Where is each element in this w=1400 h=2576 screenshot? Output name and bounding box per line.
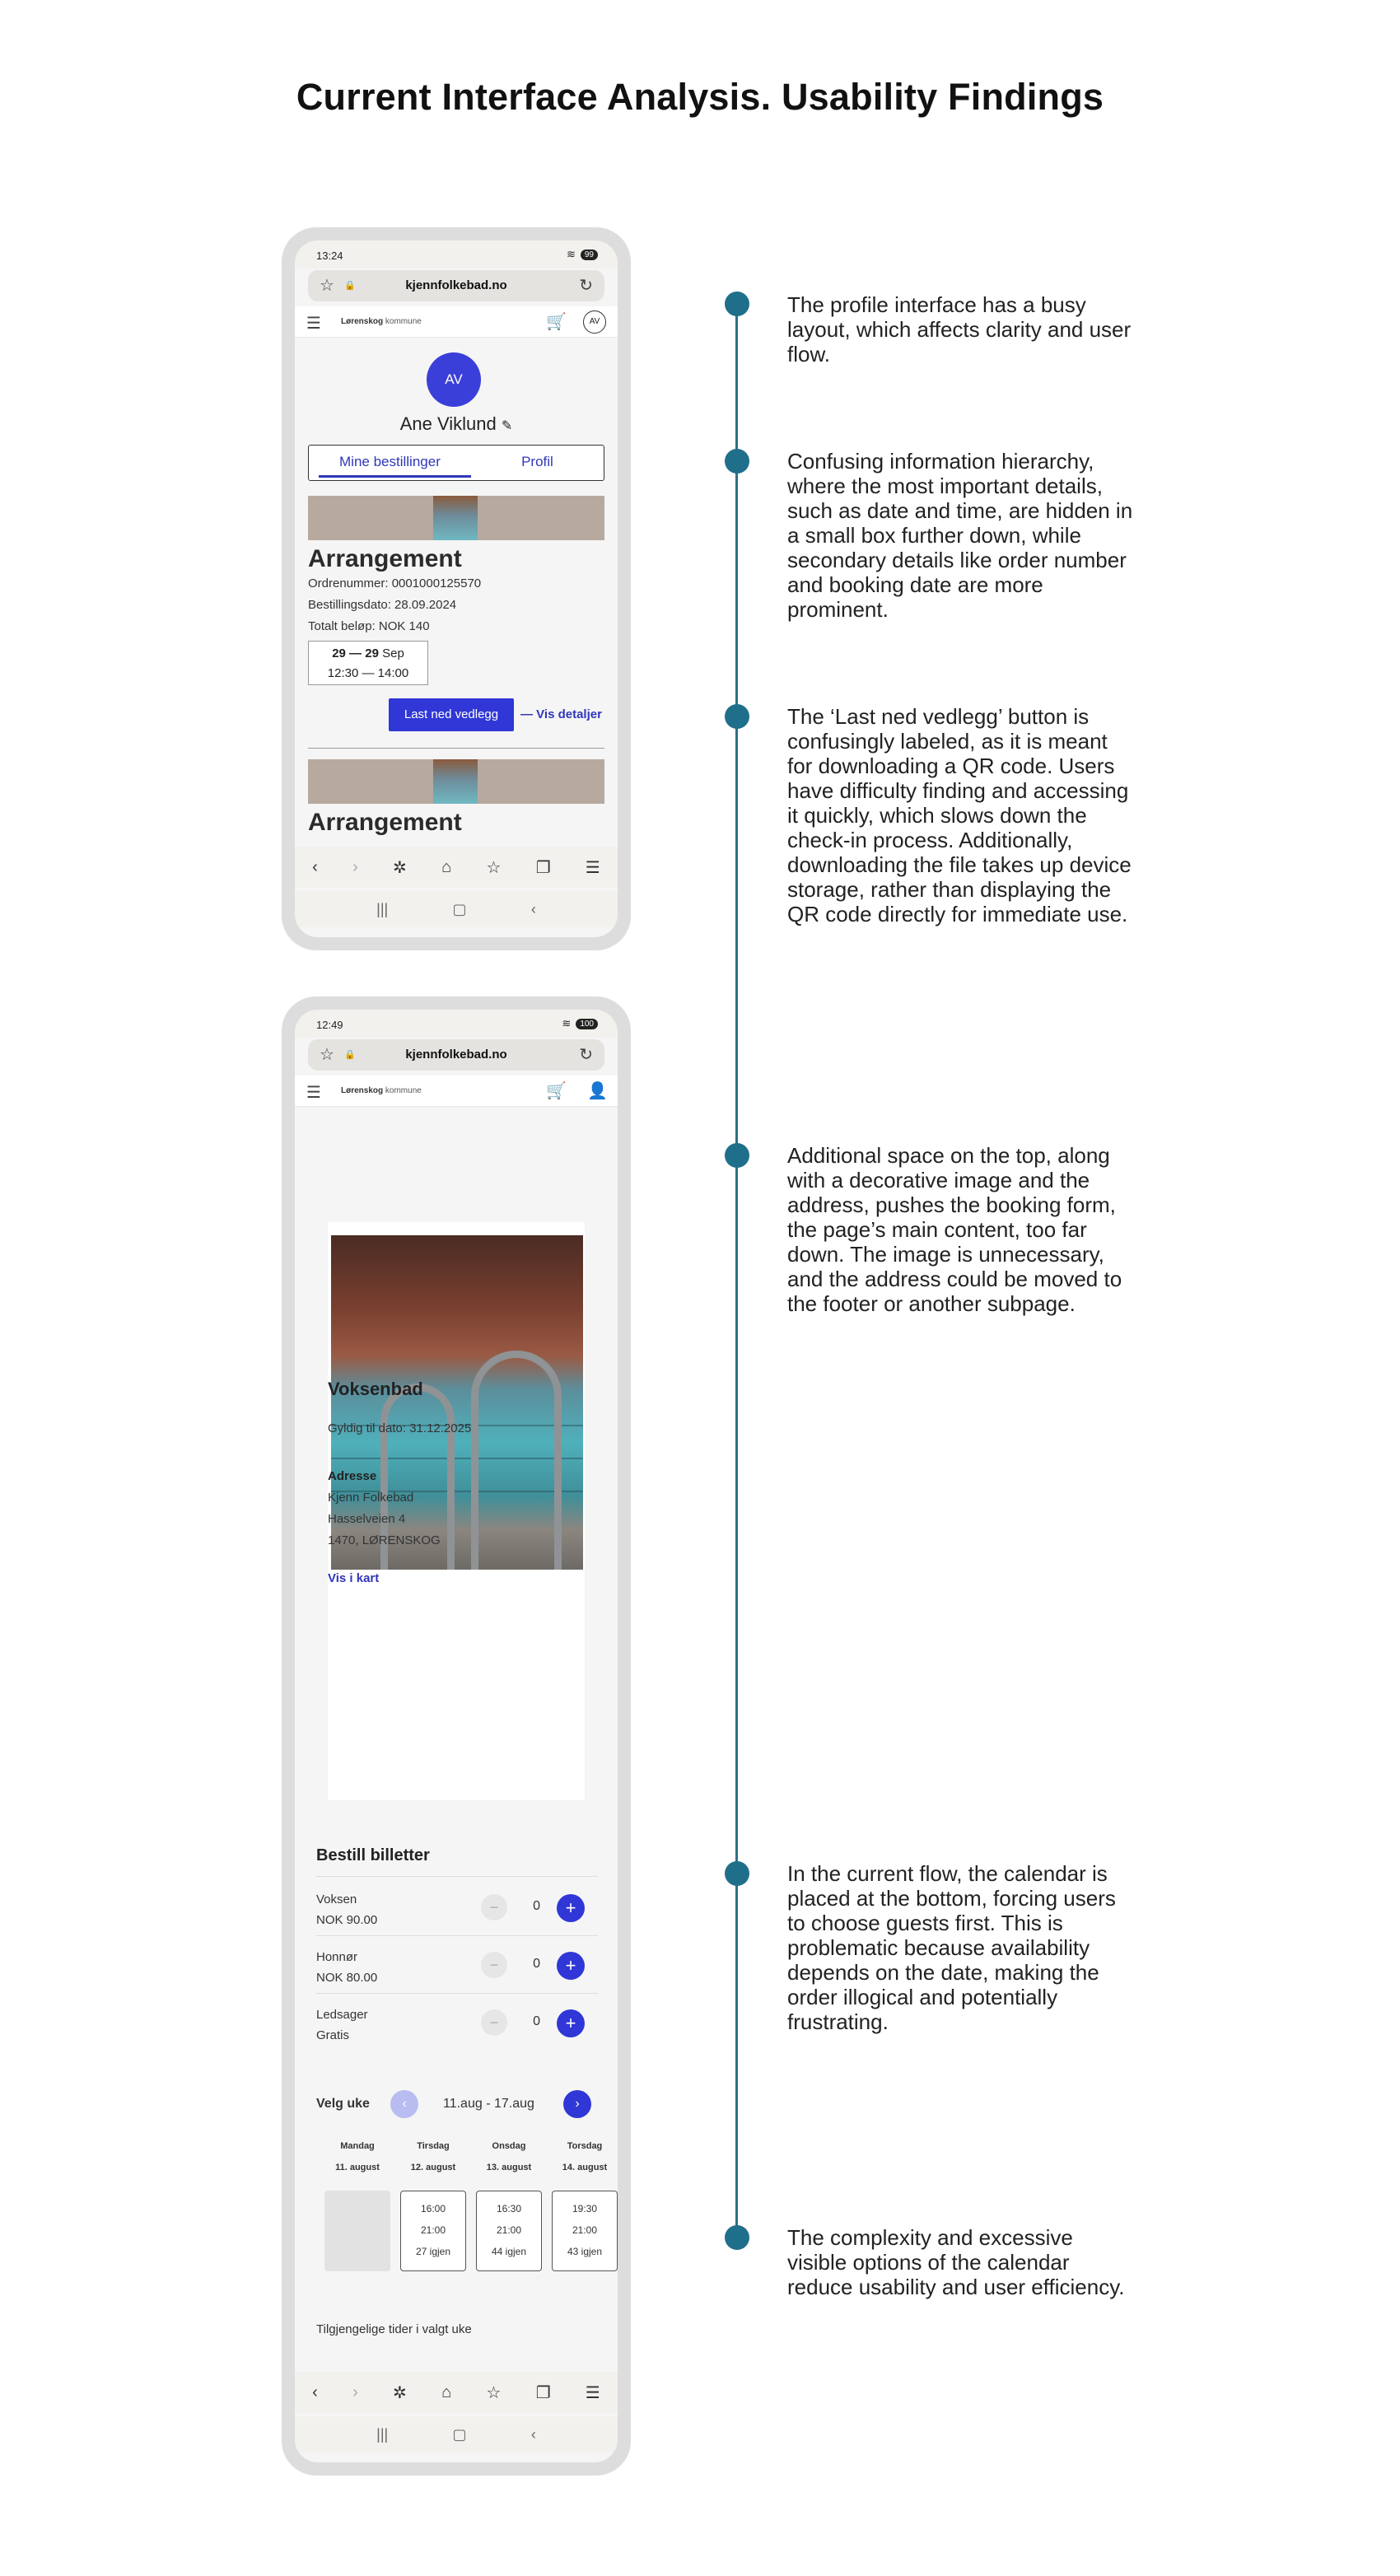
recent-apps-icon[interactable]: ||| <box>376 2425 389 2443</box>
order-banner-image <box>308 496 604 540</box>
slot-remaining: 43 igjen <box>567 2246 603 2257</box>
recent-apps-icon[interactable]: ||| <box>376 900 389 917</box>
status-time: 12:49 <box>316 1019 343 1031</box>
user-name <box>295 413 618 435</box>
day-name: Mandag <box>340 2141 375 2151</box>
avatar-small[interactable]: AV <box>583 310 606 334</box>
url-text: kjennfolkebad.no <box>405 1048 507 1062</box>
home-button-icon[interactable]: ▢ <box>452 2425 467 2443</box>
logo-main: Lørenskog <box>341 1086 384 1095</box>
profile-screen <box>295 240 618 937</box>
profile-tabs <box>308 445 604 481</box>
status-bar <box>295 240 618 268</box>
slot-from: 16:30 <box>496 2203 522 2214</box>
address-line: Kjenn Folkebad <box>328 1491 414 1505</box>
logo-sub: kommune <box>385 317 422 326</box>
star-icon[interactable]: ☆ <box>320 1046 334 1064</box>
site-header <box>295 306 618 338</box>
booking-title: Bestill billetter <box>316 1846 430 1864</box>
lock-icon: 🔒 <box>344 1050 356 1060</box>
time-range: 12:30 — 14:00 <box>327 666 409 680</box>
cart-icon[interactable]: 🛒 <box>546 313 567 331</box>
address-line: 1470, LØRENSKOG <box>328 1533 441 1547</box>
edit-icon[interactable]: ✎ <box>501 419 513 433</box>
browser-bottom-bar <box>295 2372 618 2413</box>
slot-to: 21:00 <box>572 2224 598 2236</box>
product-name: Voksenbad <box>328 1379 423 1399</box>
ticket-quantity: 0 <box>533 2014 540 2028</box>
avatar: AV <box>427 352 481 407</box>
battery-badge: 100 <box>576 1019 598 1029</box>
show-map-link[interactable]: Vis i kart <box>328 1571 380 1585</box>
order-number: Ordrenummer: 0001000125570 <box>308 576 482 590</box>
previous-week-button[interactable]: ‹ <box>390 2090 418 2118</box>
timeline-dot <box>725 449 749 474</box>
ticket-price: NOK 90.00 <box>316 1913 378 1927</box>
reload-icon[interactable]: ↻ <box>579 277 593 295</box>
ticket-row-honnor <box>316 1935 598 1993</box>
calendar-day <box>324 2141 390 2172</box>
day-name: Onsdag <box>492 2141 526 2151</box>
divider <box>316 1876 598 1877</box>
time-slot[interactable] <box>552 2191 618 2271</box>
timeline-dot <box>725 1143 749 1168</box>
user-icon[interactable]: 👤 <box>587 1082 608 1100</box>
calendar-days <box>324 2141 618 2298</box>
show-details-link[interactable]: — Vis detaljer <box>520 707 602 721</box>
timeline-dot <box>725 2225 749 2250</box>
finding-text: Confusing information hierarchy, where the most important details, such as date and time, are hidden in a small box further down, while secondary details like order number and booking date are more prominent. <box>787 449 1133 622</box>
decrease-button[interactable]: − <box>481 1894 507 1920</box>
order-date: Bestillingsdato: 28.09.2024 <box>308 598 457 612</box>
ticket-label <box>316 2004 368 2046</box>
extensions-icon[interactable]: ✲ <box>393 2383 407 2402</box>
hamburger-icon[interactable]: ☰ <box>306 1084 321 1102</box>
slot-remaining: 44 igjen <box>491 2246 527 2257</box>
url-text: kjennfolkebad.no <box>405 278 507 292</box>
ticket-name: Voksen <box>316 1892 357 1906</box>
phone-profile-screenshot <box>282 227 631 950</box>
reload-icon[interactable]: ↻ <box>579 1046 593 1064</box>
browser-url-bar[interactable] <box>308 1039 604 1071</box>
product-valid-date: Gyldig til dato: 31.12.2025 <box>328 1421 472 1435</box>
timeline-line <box>735 305 738 2238</box>
system-back-icon[interactable]: ‹ <box>530 2425 536 2443</box>
page-title: Current Interface Analysis. Usability Findings <box>296 76 1104 118</box>
day-date: 13. august <box>486 2163 532 2172</box>
ticket-name: Ledsager <box>316 2008 368 2022</box>
home-icon[interactable]: ⌂ <box>441 857 452 876</box>
back-icon[interactable]: ‹ <box>312 857 318 876</box>
ticket-name: Honnør <box>316 1950 358 1964</box>
order-divider <box>308 748 604 749</box>
back-icon[interactable]: ‹ <box>312 2382 318 2401</box>
ticket-label <box>316 1947 377 1988</box>
tab-mine-bestillinger[interactable]: Mine bestillinger <box>309 446 471 480</box>
status-bar <box>295 1010 618 1038</box>
decrease-button[interactable]: − <box>481 1952 507 1978</box>
ticket-price: NOK 80.00 <box>316 1971 378 1985</box>
browser-url-bar[interactable] <box>308 270 604 301</box>
status-icons <box>562 1017 598 1030</box>
pool-thumbnail-2 <box>433 759 478 804</box>
ticket-label <box>316 1889 377 1930</box>
logo-main: Lørenskog <box>341 317 384 326</box>
increase-button[interactable]: + <box>557 1952 585 1980</box>
status-icons <box>567 248 598 261</box>
bookmark-icon[interactable]: ☆ <box>486 2383 502 2402</box>
wifi-icon: ≋ <box>562 1017 572 1029</box>
finding-text: The profile interface has a busy layout, which affects clarity and user flow. <box>787 292 1132 366</box>
tabs-icon[interactable]: ❐ <box>535 858 551 877</box>
calendar-day <box>400 2141 466 2257</box>
wifi-icon: ≋ <box>566 248 576 260</box>
increase-button[interactable]: + <box>557 2009 585 2037</box>
available-times-note: Tilgjengelige tider i valgt uke <box>316 2322 472 2336</box>
address-heading: Adresse <box>328 1469 377 1483</box>
hamburger-icon[interactable]: ☰ <box>306 315 321 333</box>
site-header <box>295 1076 618 1107</box>
day-date: 11. august <box>335 2163 380 2172</box>
ticket-quantity: 0 <box>533 1957 540 1971</box>
order-title-2: Arrangement <box>308 809 462 836</box>
timeline-dot <box>725 1861 749 1886</box>
extensions-icon[interactable]: ✲ <box>393 858 407 877</box>
time-slot[interactable] <box>476 2191 542 2271</box>
slot-to: 21:00 <box>496 2224 522 2236</box>
day-date: 12. august <box>410 2163 456 2172</box>
ticket-price: Gratis <box>316 2028 350 2042</box>
finding-text: Additional space on the top, along with a decorative image and the address, pushes the booking form, the page’s main content, too far down. The image is unnecessary, and the address could be moved to the footer or another subpage. <box>787 1143 1122 1316</box>
order-total: Totalt beløp: NOK 140 <box>308 619 430 633</box>
finding-text: The complexity and excessive visible options of the calendar reduce usability and user efficiency. <box>787 2225 1125 2299</box>
home-icon[interactable]: ⌂ <box>441 2382 452 2401</box>
home-button-icon[interactable]: ▢ <box>452 900 467 917</box>
pool-thumbnail <box>433 496 478 540</box>
product-card <box>328 1222 585 1800</box>
order-date-box <box>308 641 428 685</box>
slot-from: 19:30 <box>572 2203 598 2214</box>
battery-badge: 99 <box>581 250 598 260</box>
day-name: Torsdag <box>567 2141 603 2151</box>
site-logo[interactable] <box>341 317 422 326</box>
timeline-dot <box>725 292 749 316</box>
booking-screen <box>295 1010 618 2462</box>
download-attachment-button[interactable]: Last ned vedlegg <box>389 698 514 731</box>
time-slot-empty <box>324 2191 390 2271</box>
menu-icon[interactable]: ☰ <box>585 2383 600 2402</box>
browser-bottom-bar <box>295 847 618 888</box>
order-banner-image-2 <box>308 759 604 804</box>
timeline-dot <box>725 704 749 729</box>
tabs-icon[interactable]: ❐ <box>535 2383 551 2402</box>
week-range: 11.aug - 17.aug <box>443 2097 534 2111</box>
day-name: Tirsdag <box>417 2141 450 2151</box>
site-logo[interactable] <box>341 1086 422 1095</box>
address-line: Hasselveien 4 <box>328 1512 406 1526</box>
logo-sub: kommune <box>385 1086 422 1095</box>
calendar-day <box>552 2141 618 2257</box>
star-icon[interactable]: ☆ <box>320 277 334 295</box>
time-slot[interactable] <box>400 2191 466 2271</box>
slot-from: 16:00 <box>420 2203 446 2214</box>
ticket-row-ledsager <box>316 1993 598 2051</box>
system-nav-bar <box>295 891 618 927</box>
forward-icon[interactable]: › <box>352 2382 358 2401</box>
tab-profil[interactable]: Profil <box>521 454 553 469</box>
increase-button[interactable]: + <box>557 1894 585 1922</box>
bookmark-icon[interactable]: ☆ <box>486 858 502 877</box>
ticket-quantity: 0 <box>533 1899 540 1913</box>
day-date: 14. august <box>562 2163 608 2172</box>
ticket-row-voksen <box>316 1878 598 1935</box>
date-range: 29 — 29 <box>332 646 379 660</box>
pool-ladder-rail <box>471 1351 562 1570</box>
system-nav-bar <box>295 2416 618 2452</box>
phone-booking-screenshot <box>282 996 631 2476</box>
calendar-day <box>476 2141 542 2257</box>
slot-to: 21:00 <box>420 2224 446 2236</box>
date-month: Sep <box>382 646 404 660</box>
cart-icon[interactable]: 🛒 <box>546 1082 567 1100</box>
finding-text: In the current flow, the calendar is placed at the bottom, forcing users to choose guests first. This is problematic because availability depends on the date, making the order illogical and potentially frustrating. <box>787 1861 1116 2034</box>
decrease-button[interactable]: − <box>481 2009 507 2036</box>
next-week-button[interactable]: › <box>563 2090 591 2118</box>
status-time: 13:24 <box>316 250 343 262</box>
week-label: Velg uke <box>316 2097 370 2111</box>
system-back-icon[interactable]: ‹ <box>530 900 536 917</box>
finding-text: The ‘Last ned vedlegg’ button is confusingly labeled, as it is meant for downloading a QR code. Users have difficulty finding and accessing it quickly, which slows down the check-in process. Additionally, downloading the file takes up device storage, rather than displaying the QR code directly for immediate use. <box>787 704 1132 926</box>
order-title: Arrangement <box>308 545 462 572</box>
forward-icon[interactable]: › <box>352 857 358 876</box>
menu-icon[interactable]: ☰ <box>585 858 600 877</box>
lock-icon: 🔒 <box>344 281 356 291</box>
user-name-text: Ane Viklund <box>399 413 497 434</box>
slot-remaining: 27 igjen <box>415 2246 451 2257</box>
